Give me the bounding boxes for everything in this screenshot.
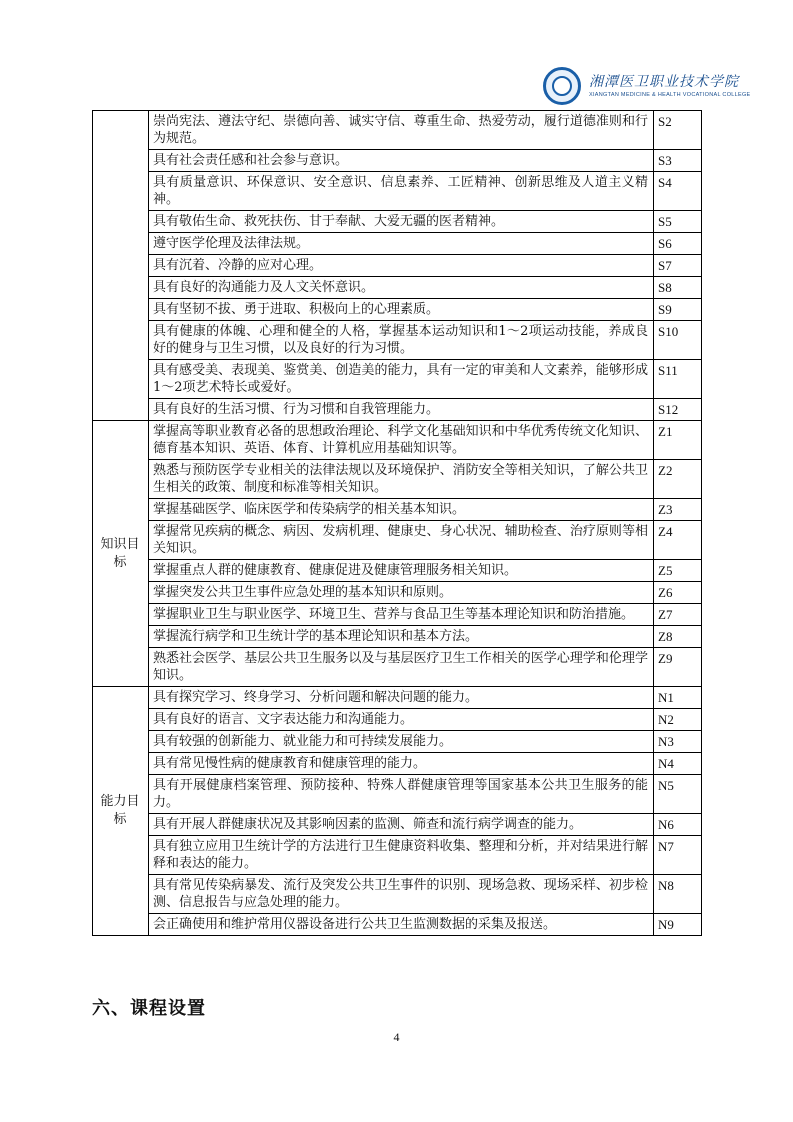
goal-code: S6 xyxy=(654,233,702,255)
goal-description: 掌握高等职业教育必备的思想政治理论、科学文化基础知识和中华优秀传统文化知识、德育基本知识、英语、体育、计算机应用基础知识等。 xyxy=(149,421,654,460)
category-cell: 知识目标 xyxy=(93,421,149,687)
goal-code: N2 xyxy=(654,709,702,731)
goal-code: Z5 xyxy=(654,560,702,582)
goal-description: 具有健康的体魄、心理和健全的人格，掌握基本运动知识和1～2项运动技能，养成良好的健身与卫生习惯，以及良好的行为习惯。 xyxy=(149,321,654,360)
goal-description: 具有常见传染病暴发、流行及突发公共卫生事件的识别、现场急救、现场采样、初步检测、信息报告与应急处理的能力。 xyxy=(149,875,654,914)
category-cell: 能力目标 xyxy=(93,687,149,936)
table-row xyxy=(93,521,702,560)
goal-code: S4 xyxy=(654,172,702,211)
goal-description: 具有感受美、表现美、鉴赏美、创造美的能力，具有一定的审美和人文素养，能够形成1～2项艺术特长或爱好。 xyxy=(149,360,654,399)
goal-code: S7 xyxy=(654,255,702,277)
college-seal-icon xyxy=(543,67,581,105)
goal-code: N7 xyxy=(654,836,702,875)
table-row xyxy=(93,775,702,814)
goal-code: Z8 xyxy=(654,626,702,648)
goal-description: 具有社会责任感和社会参与意识。 xyxy=(149,150,654,172)
table-row xyxy=(93,814,702,836)
table-row xyxy=(93,604,702,626)
table-row xyxy=(93,399,702,421)
goal-code: Z9 xyxy=(654,648,702,687)
goal-code: S2 xyxy=(654,111,702,150)
training-goals-table xyxy=(92,110,702,936)
goal-description: 掌握重点人群的健康教育、健康促进及健康管理服务相关知识。 xyxy=(149,560,654,582)
goal-code: S5 xyxy=(654,211,702,233)
table-row xyxy=(93,687,702,709)
table-row xyxy=(93,731,702,753)
table-row xyxy=(93,172,702,211)
table-row xyxy=(93,836,702,875)
goal-description: 具有质量意识、环保意识、安全意识、信息素养、工匠精神、创新思维及人道主义精神。 xyxy=(149,172,654,211)
table-row xyxy=(93,233,702,255)
goal-description: 熟悉社会医学、基层公共卫生服务以及与基层医疗卫生工作相关的医学心理学和伦理学知识。 xyxy=(149,648,654,687)
goal-description: 熟悉与预防医学专业相关的法律法规以及环境保护、消防安全等相关知识，了解公共卫生相关的政策、制度和标准等相关知识。 xyxy=(149,460,654,499)
goal-code: Z2 xyxy=(654,460,702,499)
table-row xyxy=(93,582,702,604)
goal-description: 具有良好的生活习惯、行为习惯和自我管理能力。 xyxy=(149,399,654,421)
college-name-cn: 湘潭医卫职业技术学院 xyxy=(589,74,739,90)
college-logo xyxy=(543,64,753,108)
table-row xyxy=(93,111,702,150)
table-row xyxy=(93,560,702,582)
goal-code: S12 xyxy=(654,399,702,421)
goal-description: 崇尚宪法、遵法守纪、崇德向善、诚实守信、尊重生命、热爱劳动，履行道德准则和行为规范。 xyxy=(149,111,654,150)
goal-description: 具有独立应用卫生统计学的方法进行卫生健康资料收集、整理和分析，并对结果进行解释和表达的能力。 xyxy=(149,836,654,875)
goal-code: S8 xyxy=(654,277,702,299)
goal-code: S3 xyxy=(654,150,702,172)
goal-description: 具有开展健康档案管理、预防接种、特殊人群健康管理等国家基本公共卫生服务的能力。 xyxy=(149,775,654,814)
goal-description: 具有敬佑生命、救死扶伤、甘于奉献、大爱无疆的医者精神。 xyxy=(149,211,654,233)
goal-description: 掌握突发公共卫生事件应急处理的基本知识和原则。 xyxy=(149,582,654,604)
goal-code: N9 xyxy=(654,914,702,936)
goal-code: N8 xyxy=(654,875,702,914)
table-row xyxy=(93,914,702,936)
college-name-en: XIANGTAN MEDICINE & HEALTH VOCATIONAL COLLEGE xyxy=(589,92,751,98)
goal-code: N4 xyxy=(654,753,702,775)
table-row xyxy=(93,460,702,499)
table-row xyxy=(93,299,702,321)
table-row xyxy=(93,875,702,914)
goal-code: N5 xyxy=(654,775,702,814)
goal-description: 掌握基础医学、临床医学和传染病学的相关基本知识。 xyxy=(149,499,654,521)
goal-description: 具有开展人群健康状况及其影响因素的监测、筛查和流行病学调查的能力。 xyxy=(149,814,654,836)
table-row xyxy=(93,709,702,731)
goal-description: 具有坚韧不拔、勇于进取、积极向上的心理素质。 xyxy=(149,299,654,321)
table-row xyxy=(93,150,702,172)
goal-code: S9 xyxy=(654,299,702,321)
table-row xyxy=(93,255,702,277)
table-row xyxy=(93,277,702,299)
goal-code: N6 xyxy=(654,814,702,836)
table-row xyxy=(93,321,702,360)
goal-description: 具有较强的创新能力、就业能力和可持续发展能力。 xyxy=(149,731,654,753)
table-row xyxy=(93,421,702,460)
table-row xyxy=(93,211,702,233)
table-row xyxy=(93,626,702,648)
goal-code: N3 xyxy=(654,731,702,753)
goal-code: S10 xyxy=(654,321,702,360)
page-number: 4 xyxy=(393,1030,400,1044)
goal-description: 掌握流行病学和卫生统计学的基本理论知识和基本方法。 xyxy=(149,626,654,648)
goal-code: Z7 xyxy=(654,604,702,626)
goal-description: 具有良好的语言、文字表达能力和沟通能力。 xyxy=(149,709,654,731)
category-cell xyxy=(93,111,149,421)
table-row xyxy=(93,360,702,399)
goal-description: 具有探究学习、终身学习、分析问题和解决问题的能力。 xyxy=(149,687,654,709)
table-row xyxy=(93,499,702,521)
table-row xyxy=(93,648,702,687)
goal-description: 具有常见慢性病的健康教育和健康管理的能力。 xyxy=(149,753,654,775)
goal-description: 遵守医学伦理及法律法规。 xyxy=(149,233,654,255)
goal-code: Z4 xyxy=(654,521,702,560)
goal-code: Z3 xyxy=(654,499,702,521)
goal-code: Z6 xyxy=(654,582,702,604)
goal-code: S11 xyxy=(654,360,702,399)
goal-description: 具有良好的沟通能力及人文关怀意识。 xyxy=(149,277,654,299)
goal-code: N1 xyxy=(654,687,702,709)
section-heading: 六、课程设置 xyxy=(92,998,206,1019)
goal-code: Z1 xyxy=(654,421,702,460)
goal-description: 会正确使用和维护常用仪器设备进行公共卫生监测数据的采集及报送。 xyxy=(149,914,654,936)
goal-description: 具有沉着、冷静的应对心理。 xyxy=(149,255,654,277)
goal-description: 掌握职业卫生与职业医学、环境卫生、营养与食品卫生等基本理论知识和防治措施。 xyxy=(149,604,654,626)
table-row xyxy=(93,753,702,775)
goal-description: 掌握常见疾病的概念、病因、发病机理、健康史、身心状况、辅助检查、治疗原则等相关知识。 xyxy=(149,521,654,560)
